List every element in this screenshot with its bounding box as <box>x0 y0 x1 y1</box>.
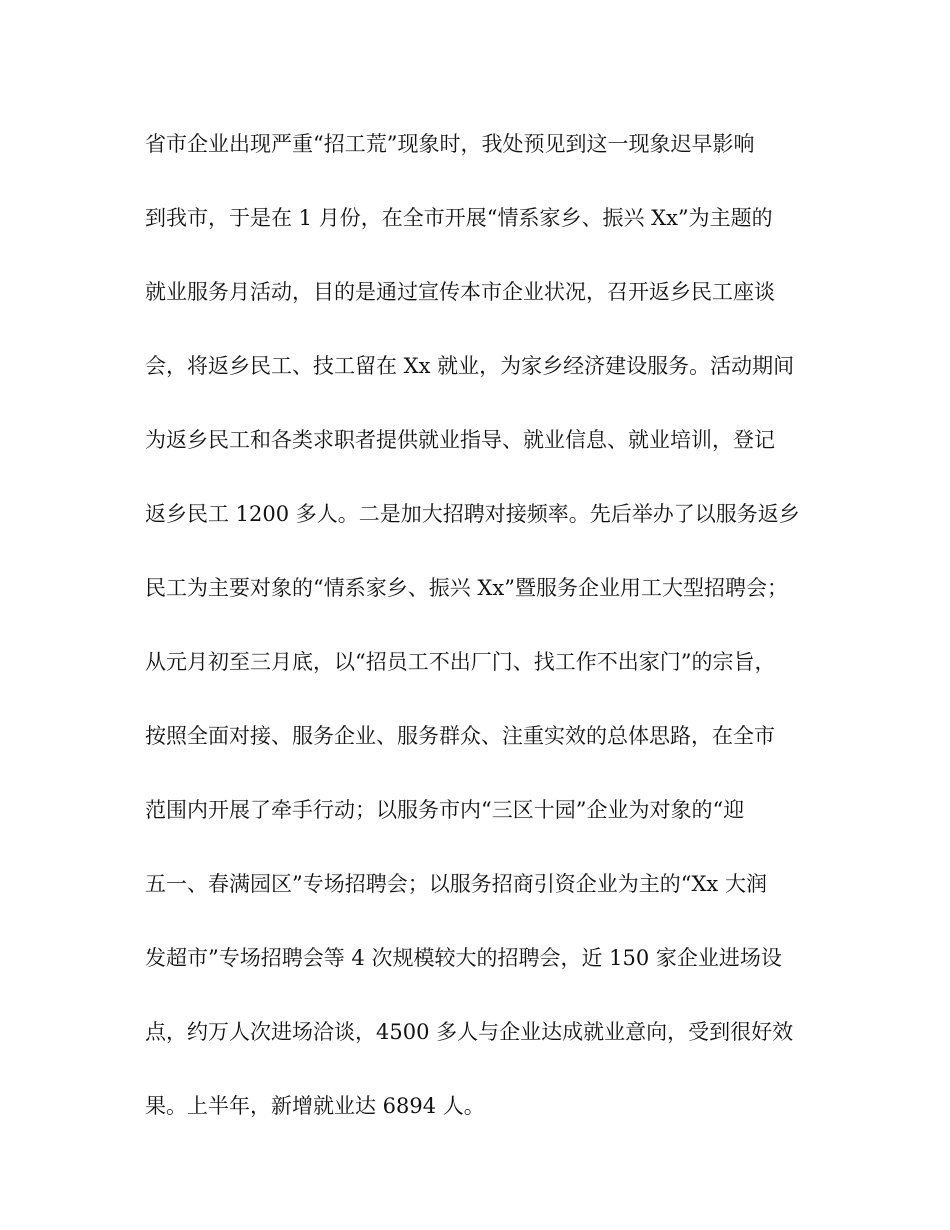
text-line: 到我市，于是在 1 月份，在全市开展“情系家乡、振兴 Xx”为主题的 <box>145 206 773 230</box>
text-line: 为返乡民工和各类求职者提供就业指导、就业信息、就业培训，登记 <box>145 428 775 452</box>
text-line: 会，将返乡民工、技工留在 Xx 就业，为家乡经济建设服务。活动期间 <box>145 354 795 378</box>
text-line: 发超市”专场招聘会等 4 次规模较大的招聘会，近 150 家企业进场设 <box>145 946 782 970</box>
text-line: 省市企业出现严重“招工荒”现象时，我处预见到这一现象迟早影响 <box>145 132 755 156</box>
text-line: 点，约万人次进场洽谈，4500 多人与企业达成就业意向，受到很好效 <box>145 1020 794 1044</box>
text-line: 范围内开展了牵手行动；以服务市内“三区十园”企业为对象的“迎 <box>145 798 745 822</box>
text-line: 返乡民工 1200 多人。二是加大招聘对接频率。先后举办了以服务返乡 <box>145 502 800 526</box>
text-line: 从元月初至三月底，以“招员工不出厂门、找工作不出家门”的宗旨， <box>145 650 776 674</box>
text-line: 按照全面对接、服务企业、服务群众、注重实效的总体思路，在全市 <box>145 724 775 748</box>
body-paragraph <box>145 124 845 1160</box>
text-line: 民工为主要对象的“情系家乡、振兴 Xx”暨服务企业用工大型招聘会； <box>145 576 788 600</box>
text-line: 就业服务月活动，目的是通过宣传本市企业状况，召开返乡民工座谈 <box>145 280 775 304</box>
text-line: 果。上半年，新增就业达 6894 人。 <box>145 1094 485 1118</box>
text-line: 五一、春满园区”专场招聘会；以服务招商引资企业为主的“Xx 大润 <box>145 872 767 896</box>
